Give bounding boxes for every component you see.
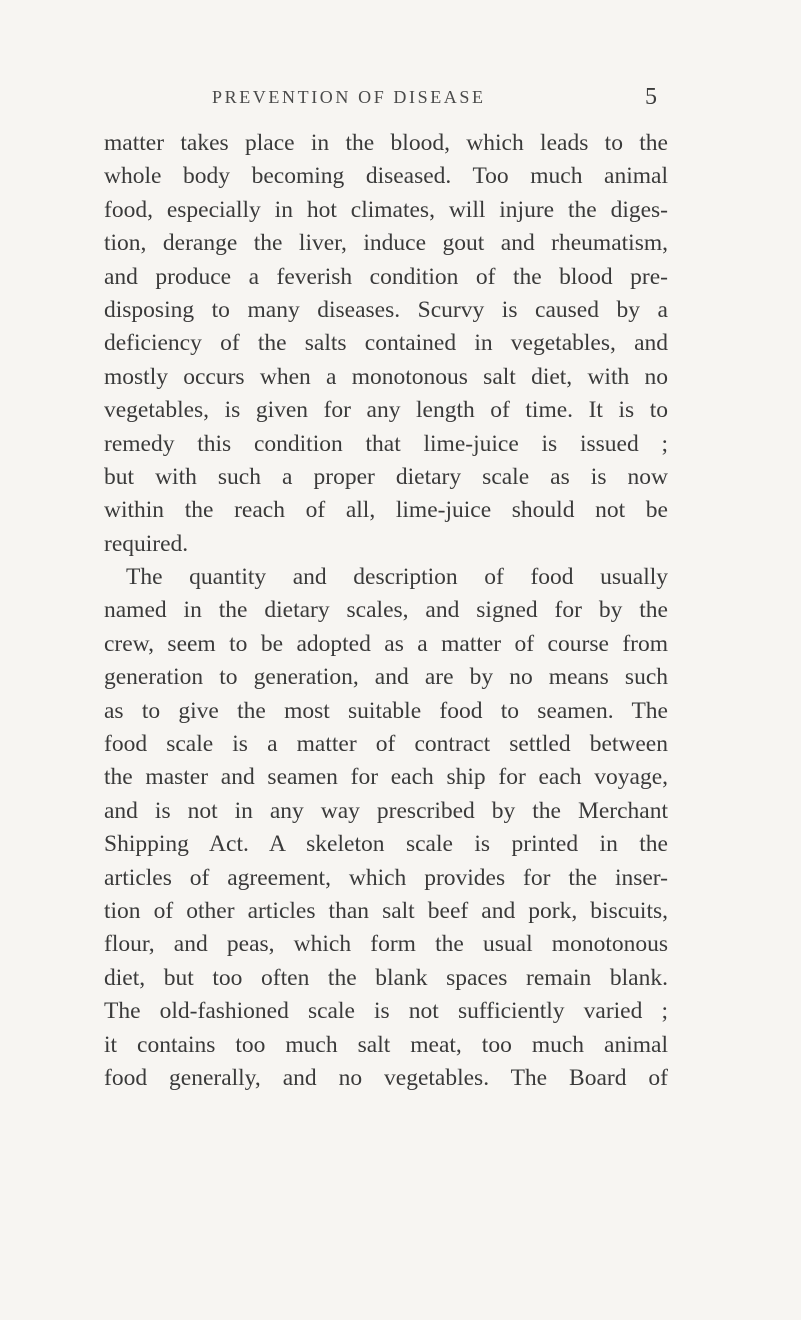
text-line: food, especially in hot climates, will injure the diges- (104, 196, 668, 223)
text-line: within the reach of all, lime-juice should not be (104, 497, 668, 524)
paragraph-end-line: required. (104, 530, 189, 557)
text-line: remedy this condition that lime-juice is issued ; (104, 430, 668, 457)
text-line: it contains too much salt meat, too much animal (104, 1031, 668, 1058)
text-line: articles of agreement, which provides for the inser- (104, 864, 668, 891)
body-text (104, 127, 668, 1095)
text-line: named in the dietary scales, and signed for by the (104, 597, 668, 624)
text-line: crew, seem to be adopted as a matter of course from (104, 630, 668, 657)
text-line: as to give the most suitable food to seamen. The (104, 697, 668, 724)
text-line: but with such a proper dietary scale as is now (104, 463, 668, 490)
text-line: flour, and peas, which form the usual monotonous (104, 931, 668, 958)
text-line: the master and seamen for each ship for each voyage, (104, 764, 668, 791)
text-line: mostly occurs when a monotonous salt diet, with no (104, 363, 668, 390)
text-line: and produce a feverish condition of the blood pre- (104, 263, 668, 290)
text-line: whole body becoming diseased. Too much animal (104, 163, 668, 190)
text-line: food generally, and no vegetables. The Board of (104, 1064, 668, 1091)
text-line: deficiency of the salts contained in vegetables, and (104, 330, 668, 357)
text-line: tion of other articles than salt beef and pork, biscuits, (104, 897, 668, 924)
text-line: matter takes place in the blood, which leads to the (104, 130, 668, 156)
text-line: diet, but too often the blank spaces remain blank. (104, 964, 668, 991)
running-head (0, 82, 801, 112)
text-line: Shipping Act. A skeleton scale is printed in the (104, 831, 668, 858)
text-line: tion, derange the liver, induce gout and rheumatism, (104, 230, 668, 257)
running-title: PREVENTION OF DISEASE (212, 87, 486, 107)
paragraph-start-line: The quantity and description of food usually (126, 564, 668, 591)
page-number: 5 (645, 84, 657, 110)
text-line: generation to generation, and are by no means such (104, 664, 668, 691)
text-line: disposing to many diseases. Scurvy is caused by a (104, 296, 668, 323)
text-line: and is not in any way prescribed by the Merchant (104, 797, 668, 824)
text-line: food scale is a matter of contract settled between (104, 731, 668, 758)
text-line: vegetables, is given for any length of time. It is to (104, 397, 668, 424)
text-line: The old-fashioned scale is not sufficiently varied ; (104, 998, 668, 1025)
